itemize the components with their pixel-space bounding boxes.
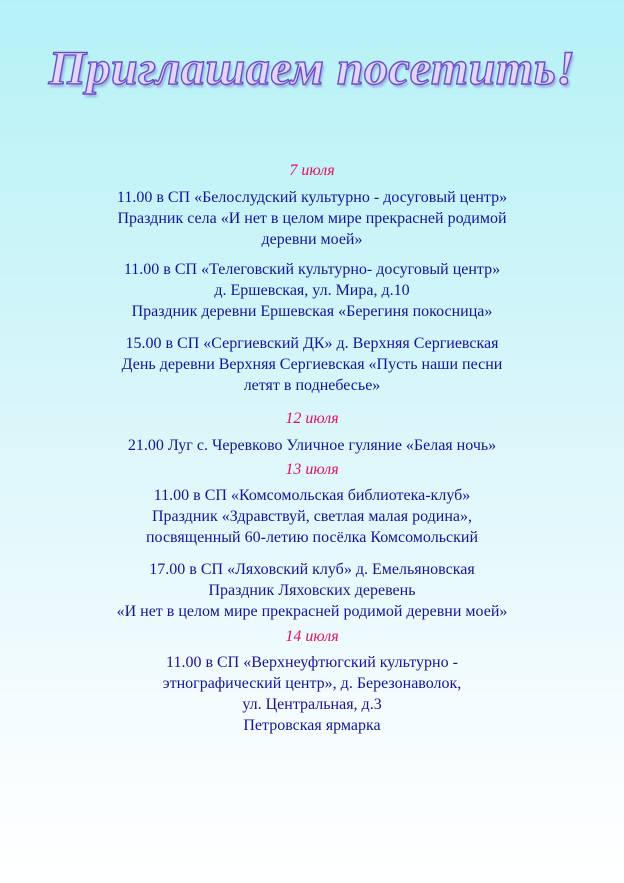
date-section [0,626,624,736]
event-line: ул. Центральная, д.3 [242,696,382,713]
event-line: 15.00 в СП «Сергиевский ДК» д. Верхняя Сергиевская [125,335,499,352]
event-item [0,652,624,736]
date-heading: 13 июля [285,461,339,478]
date-heading: 12 июля [285,410,339,427]
event-line: деревни моей» [261,231,363,248]
event-item [0,559,624,622]
date-heading: 14 июля [285,628,339,645]
event-line: Петровская ярмарка [243,717,381,734]
event-item [0,485,624,548]
event-line: летят в поднебесье» [243,377,381,394]
event-line: «И нет в целом мире прекрасней родимой деревни моей» [116,603,508,620]
date-section [0,160,624,396]
events-content [0,160,624,736]
event-line: 11.00 в СП «Верхнеуфтюгский культурно - [166,654,458,671]
event-line: Праздник «Здравствуй, светлая малая родина», [151,508,473,525]
event-line: д. Ершевская, ул. Мира, д.10 [214,282,410,299]
event-line: 11.00 в СП «Белослудский культурно - досуговый центр» [116,189,508,206]
event-line: Праздник села «И нет в целом мире прекрасней родимой [117,210,507,227]
event-item [0,187,624,250]
event-item [0,435,624,456]
date-heading: 7 июля [289,162,335,179]
event-line: 21.00 Луг с. Черевково Уличное гуляние «Белая ночь» [127,437,497,454]
event-line: День деревни Верхняя Сергиевская «Пусть наши песни [121,356,503,373]
event-item [0,333,624,396]
event-line: посвященный 60-летию посёлка Комсомольский [145,529,478,546]
event-line: 11.00 в СП «Комсомольская библиотека-клуб» [153,487,471,504]
event-line: Праздник деревни Ершевская «Берегиня покосница» [131,303,493,320]
event-item [0,259,624,322]
event-line: 11.00 в СП «Телеговский культурно- досуговый центр» [123,261,501,278]
event-line: 17.00 в СП «Ляховский клуб» д. Емельяновская [149,561,475,578]
date-section [0,459,624,622]
event-line: этнографический центр», д. Березонаволок, [162,675,462,692]
event-line: Праздник Ляховских деревень [208,582,416,599]
date-section [0,408,624,456]
page-title: Приглашаем посетить! [48,42,576,95]
